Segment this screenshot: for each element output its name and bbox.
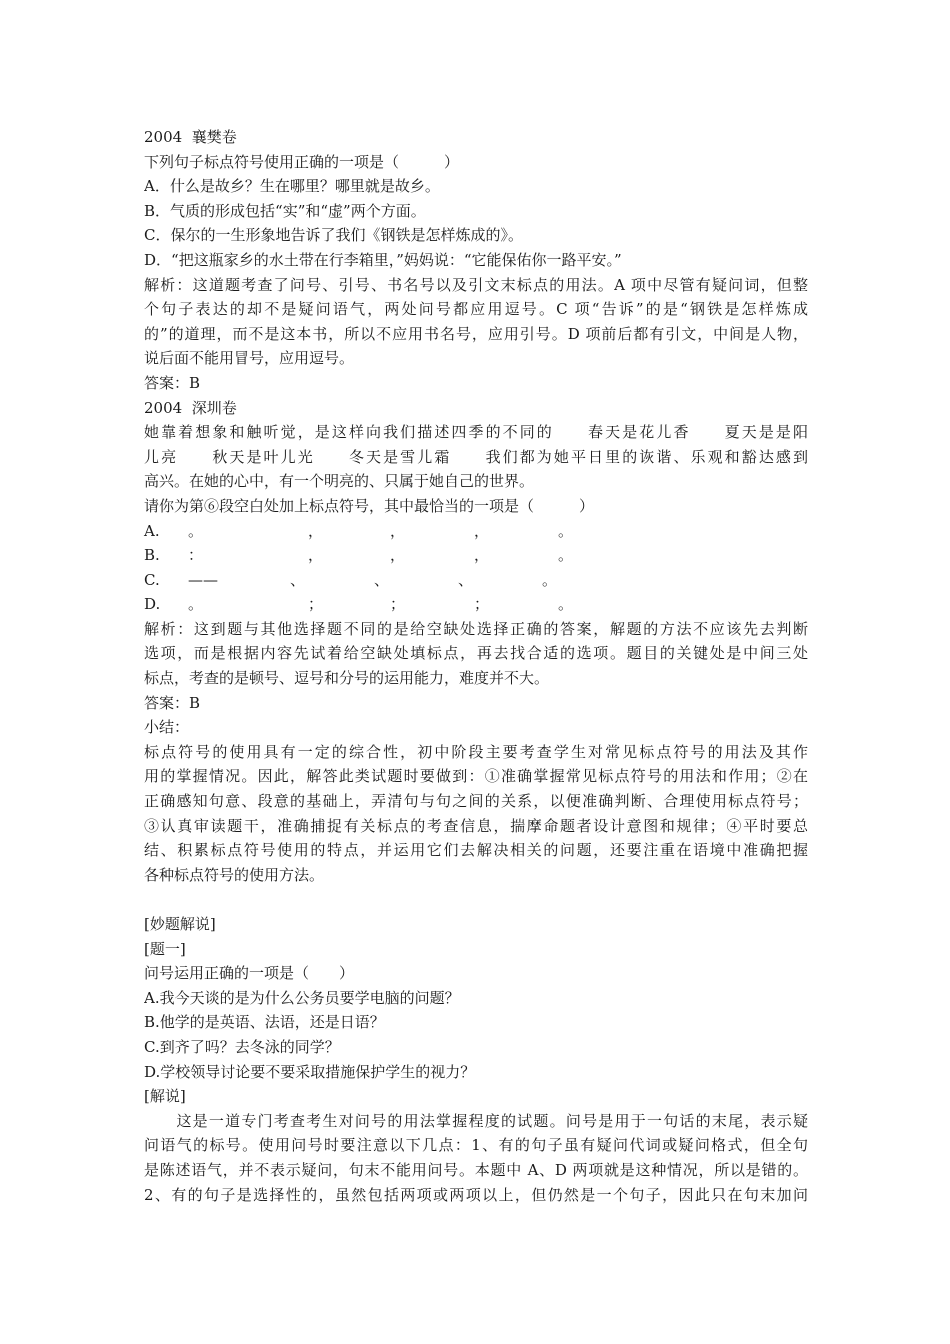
punct-mark: 、 <box>290 570 306 589</box>
section-title-shenzhen: 2004 深圳卷 <box>144 398 237 417</box>
punct-mark: 。 <box>542 570 558 589</box>
example-option-b: B.他学的是英语、法语，还是日语？ <box>144 1013 385 1032</box>
punct-mark: ： <box>188 546 204 565</box>
punct-mark: ， <box>308 546 324 565</box>
explain-line: 是陈述语气，并不表示疑问，句末不能用问号。本题中 A、D 两项就是这种情况，所以是错的。 <box>144 1160 808 1179</box>
analysis-line: 解析：这道题考查了问号、引号、书名号以及引文末标点的用法。A 项中尽管有疑问词，但整 <box>144 275 808 294</box>
example-option-d: D.学校领导讨论要不要采取措施保护学生的视力？ <box>144 1062 476 1081</box>
document-body <box>144 125 808 1207</box>
punct-mark: —— <box>188 570 218 589</box>
punct-mark: 。 <box>188 595 204 614</box>
punct-mark: ； <box>390 595 406 614</box>
passage-line: 儿亮 秋天是叶儿光 冬天是雪儿霜 我们都为她平日里的诙谐、乐观和豁达感到 <box>144 447 808 466</box>
answer-1: 答案：B <box>144 373 201 392</box>
punct-mark: ， <box>474 546 490 565</box>
explain-line: 2、有的句子是选择性的，虽然包括两项或两项以上，但仍然是一个句子，因此只在句末加问 <box>144 1185 808 1204</box>
punct-option-b <box>144 543 808 568</box>
summary-line: ③认真审读题干，准确捕捉有关标点的考查信息，揣摩命题者设计意图和规律；④平时要总 <box>144 816 808 835</box>
punct-mark: 。 <box>188 521 204 540</box>
punct-mark: 、 <box>374 570 390 589</box>
example-option-c: C.到齐了吗？去冬泳的同学？ <box>144 1037 340 1056</box>
question-2: 请你为第⑥段空白处加上标点符号，其中最恰当的一项是（ ） <box>144 496 595 515</box>
punct-mark: ， <box>390 521 406 540</box>
punct-mark: 、 <box>458 570 474 589</box>
passage-line: 高兴。在她的心中，有一个明亮的、只属于她自己的世界。 <box>144 472 535 491</box>
summary-line: 结、积累标点符号使用的特点，并运用它们去解决相关的问题，还要注重在语境中准确把握 <box>144 841 808 860</box>
punct-mark: ， <box>474 521 490 540</box>
punct-option-c <box>144 568 808 593</box>
option-label: A. <box>144 521 160 540</box>
punct-option-a <box>144 519 808 544</box>
analysis-line: 的”的道理，而不是这本书，所以不应用书名号，应用引号。D 项前后都有引文，中间是人物， <box>144 324 808 343</box>
analysis-line: 选项，而是根据内容先试着给空缺处填标点，再去找合适的选项。题目的关键处是中间三处 <box>144 644 808 663</box>
punct-mark: 。 <box>558 546 574 565</box>
option-label: D. <box>144 595 161 614</box>
analysis-line: 解析：这到题与其他选择题不同的是给空缺处选择正确的答案，解题的方法不应该先去判断 <box>144 619 808 638</box>
question-1: 下列句子标点符号使用正确的一项是（ ） <box>144 152 460 171</box>
summary-line: 正确感知句意、段意的基础上，弄清句与句之间的关系，以便准确判断、合理使用标点符号； <box>144 792 808 811</box>
summary-line: 用的掌握情况。因此，解答此类试题时要做到：①准确掌握常见标点符号的用法和作用；②在 <box>144 767 808 786</box>
blank-line <box>144 887 808 912</box>
punct-mark: ， <box>390 546 406 565</box>
summary-line: 各种标点符号的使用方法。 <box>144 865 325 884</box>
analysis-line: 标点，考查的是顿号、逗号和分号的运用能力，难度并不大。 <box>144 669 550 688</box>
analysis-line: 说后面不能用冒号，应用逗号。 <box>144 349 355 368</box>
option-c: C．保尔的一生形象地告诉了我们《钢铁是怎样炼成的》。 <box>144 226 523 245</box>
summary-line: 标点符号的使用具有一定的综合性，初中阶段主要考查学生对常见标点符号的用法及其作 <box>144 742 808 761</box>
example-question: 问号运用正确的一项是（ ） <box>144 964 355 983</box>
summary-title: 小结： <box>144 718 190 737</box>
punct-mark: 。 <box>558 595 574 614</box>
example-subheader: [题一] <box>144 939 186 958</box>
explain-line: 问语气的标号。使用问号时要注意以下几点：1、有的句子虽有疑问代词或疑问格式，但全句 <box>144 1136 808 1155</box>
option-label: B. <box>144 546 160 565</box>
example-option-a: A.我今天谈的是为什么公务员要学电脑的问题？ <box>144 988 460 1007</box>
section-title-xiangfan: 2004 襄樊卷 <box>144 128 237 146</box>
explain-header: [解说] <box>144 1087 186 1106</box>
punct-option-d <box>144 592 808 617</box>
option-label: C. <box>144 570 160 589</box>
punct-mark: ； <box>308 595 324 614</box>
example-header: [妙题解说] <box>144 915 216 933</box>
passage-line: 她靠着想象和触听觉，是这样向我们描述四季的不同的 春天是花儿香 夏天是是阳 <box>144 423 808 442</box>
punct-mark: ， <box>308 521 324 540</box>
explain-line: 这是一道专门考查考生对问号的用法掌握程度的试题。问号是用于一句话的末尾，表示疑 <box>144 1111 808 1130</box>
answer-2: 答案：B <box>144 693 201 712</box>
option-a: A．什么是故乡？生在哪里？哪里就是故乡。 <box>144 177 440 196</box>
option-d: D．“把这瓶家乡的水土带在行李箱里，”妈妈说：“它能保佑你一路平安。” <box>144 250 622 269</box>
option-b: B．气质的形成包括“实”和“虚”两个方面。 <box>144 201 426 220</box>
analysis-line: 个句子表达的却不是疑问语气，两处问号都应用逗号。C 项“告诉”的是“钢铁是怎样炼成 <box>144 300 808 319</box>
punct-mark: ； <box>474 595 490 614</box>
punct-mark: 。 <box>558 521 574 540</box>
